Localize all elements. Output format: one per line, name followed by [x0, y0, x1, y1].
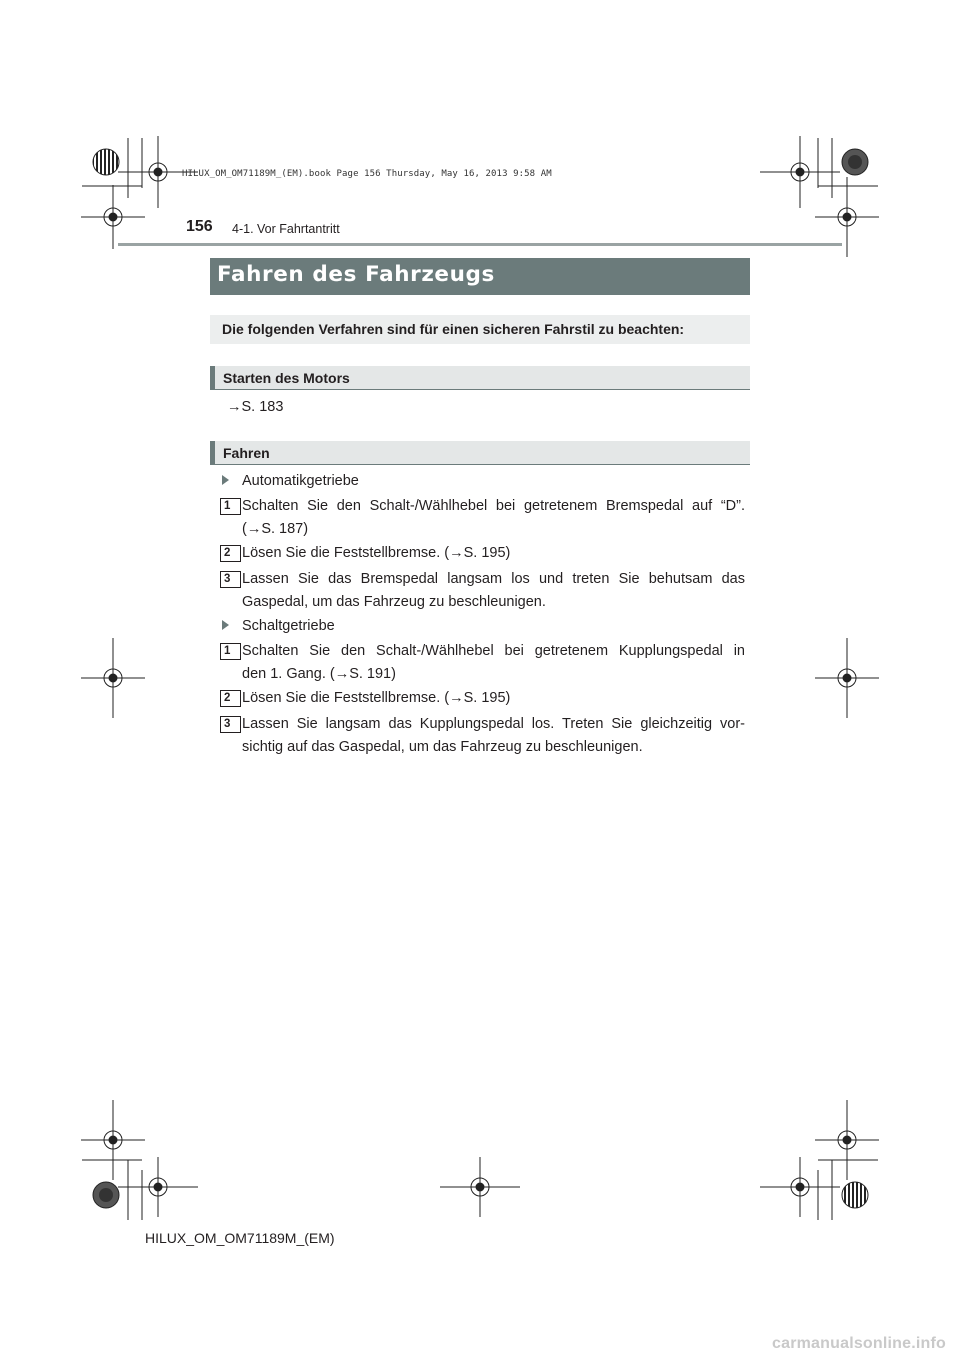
step-text — [242, 687, 745, 710]
step-line: sichtig auf das Gaspedal, um das Fahrzeug zu beschleunigen. — [242, 739, 643, 755]
step-number: 3 — [220, 571, 241, 588]
step-line: Lösen Sie die Feststellbremse. (→S. 195) — [242, 545, 511, 561]
step-line: Gaspedal, um das Fahrzeug zu beschleunigen. — [242, 594, 546, 610]
bullet-automatic — [222, 470, 359, 493]
footer-book-id: HILUX_OM_OM71189M_(EM) — [145, 1230, 335, 1246]
header-rule — [118, 243, 842, 246]
triangle-bullet-icon — [222, 620, 229, 630]
step-line: Lassen Sie das Bremspedal langsam los und treten Sie behutsam das — [242, 571, 745, 587]
subheading-driving — [210, 441, 750, 465]
page-number: 156 — [186, 218, 213, 235]
step-text — [242, 495, 745, 541]
book-header: HILUX_OM_OM71189M_(EM).book Page 156 Thursday, May 16, 2013 9:58 AM — [182, 169, 552, 179]
step-line: den 1. Gang. (→S. 191) — [242, 666, 396, 682]
step-text — [242, 542, 745, 565]
step-line: (→S. 187) — [242, 521, 309, 537]
subheading-starting-text: Starten des Motors — [223, 370, 350, 386]
bullet-manual — [222, 615, 335, 638]
title-bar — [210, 258, 750, 295]
intro-box — [210, 315, 750, 344]
step-text — [242, 713, 745, 759]
subheading-starting — [210, 366, 750, 390]
step-number: 1 — [220, 643, 241, 660]
step-number: 3 — [220, 716, 241, 733]
subheading-driving-text: Fahren — [223, 445, 270, 461]
triangle-bullet-icon — [222, 475, 229, 485]
step-line: Schalten Sie den Schalt-/Wählhebel bei getretenem Bremspedal auf “D”. — [242, 498, 745, 514]
step-line: Lassen Sie langsam das Kupplungspedal los. Treten Sie gleichzeitig vor- — [242, 716, 745, 732]
step-number: 2 — [220, 690, 241, 707]
step-line: Schalten Sie den Schalt-/Wählhebel bei getretenem Kupplungspedal in — [242, 643, 745, 659]
starting-reference: →S. 183 — [227, 399, 284, 415]
bullet-manual-label: Schaltgetriebe — [242, 618, 335, 634]
step-number: 2 — [220, 545, 241, 562]
step-number: 1 — [220, 498, 241, 515]
step-text — [242, 640, 745, 686]
intro-text: Die folgenden Verfahren sind für einen sicheren Fahrstil zu beachten: — [222, 321, 685, 337]
step-line: Lösen Sie die Feststellbremse. (→S. 195) — [242, 690, 511, 706]
step-text — [242, 568, 745, 614]
section-label: 4-1. Vor Fahrtantritt — [232, 222, 340, 236]
page-title: Fahren des Fahrzeugs — [217, 262, 495, 287]
bullet-automatic-label: Automatikgetriebe — [242, 473, 359, 489]
watermark: carmanualsonline.info — [772, 1335, 947, 1352]
